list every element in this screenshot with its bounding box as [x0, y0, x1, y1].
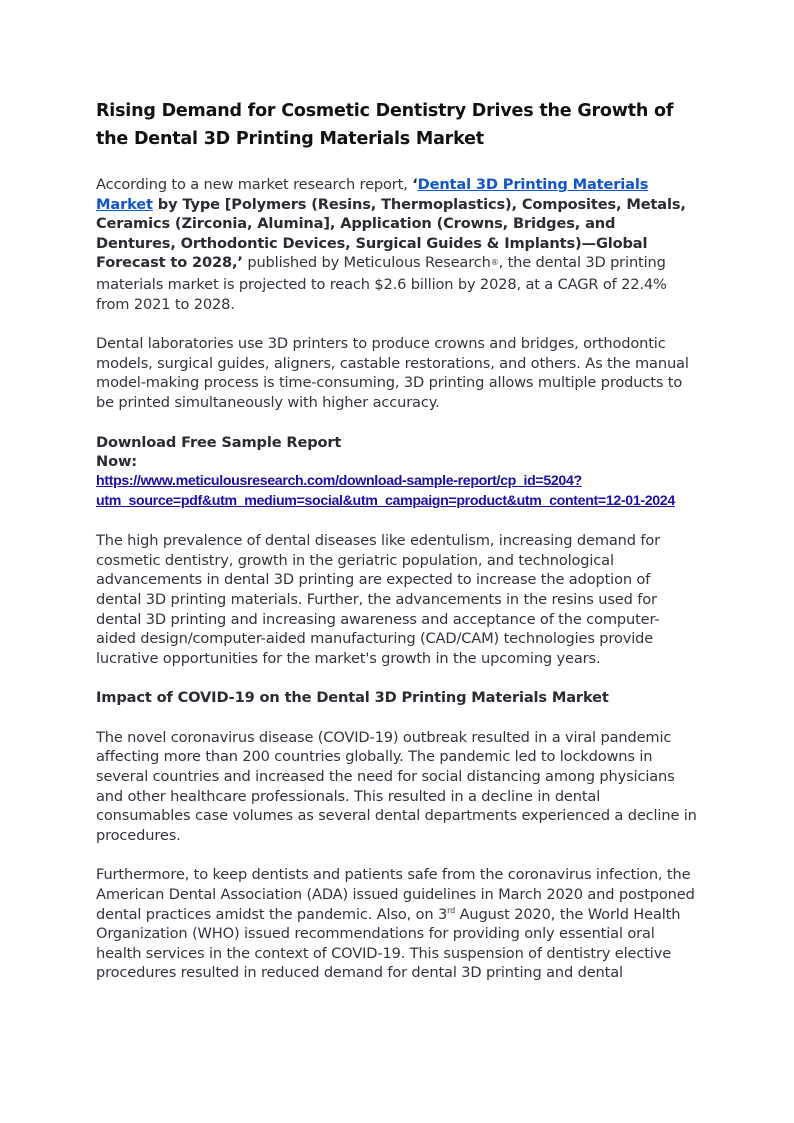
- paragraph-ada-who: [96, 865, 698, 983]
- ordinal-suffix: rd: [447, 905, 456, 915]
- page-title: Rising Demand for Cosmetic Dentistry Drives the Growth of the Dental 3D Printing Materials Market: [96, 101, 674, 149]
- document-page: [96, 97, 698, 1003]
- download-heading: Download Free Sample Report: [96, 433, 342, 451]
- paragraph-covid-impact: The novel coronavirus disease (COVID-19) outbreak resulted in a viral pandemic affecting more than 200 countries globally. The pandemic led to lockdowns in several countries and increased the need for social distancing among physicians and other healthcare professionals. This resulted in a decline in dental consumables case volumes as several dental departments experienced a decline in procedures.: [96, 728, 697, 844]
- quote-open: ‘: [412, 176, 418, 193]
- paragraph-drivers: The high prevalence of dental diseases like edentulism, increasing demand for cosmetic dentistry, growth in the geriatric population, and technological advancements in dental 3D printing are expected to increase the adoption of dental 3D printing materials. Further, the advancements in the resins used for dental 3D printing and increasing awareness and acceptance of the computer-aided design/computer-aided manufacturing (CAD/CAM) technologies provide lucrative opportunities for the market's growth in the upcoming years.: [96, 532, 660, 667]
- download-sample-block: [96, 433, 698, 512]
- report-title-bold: by Type [Polymers (Resins, Thermoplastics), Composites, Metals, Ceramics (Zirconia, Alumina], Application (Crowns, Bridges, and Dentures, Orthodontic Devices, Surgical Guides & Implants)—Global Forecast to 2028,’: [96, 195, 686, 272]
- report-link[interactable]: Dental 3D Printing Materials Market: [96, 176, 649, 213]
- intro-paragraph: [96, 175, 698, 314]
- ada-who-text-end: August 2020, the World Health Organization (WHO) issued recommendations for providing only essential oral health services in the context of COVID-19. This suspension of dentistry elective procedures resulted in reduced demand for dental 3D printing and dental: [96, 905, 681, 982]
- download-now-label: Now:: [96, 453, 137, 471]
- publisher-text: published by Meticulous Research: [242, 254, 491, 272]
- intro-text: According to a new market research report,: [96, 176, 413, 193]
- forecast-text: , the dental 3D printing materials market is projected to reach $2.6 billion by 2028, at a CAGR of 22.4% from 2021 to 2028.: [96, 254, 667, 313]
- registered-mark: ®: [490, 258, 499, 268]
- download-sample-link[interactable]: https://www.meticulousresearch.com/download-sample-report/cp_id=5204?utm_source=pdf&utm_medium=social&utm_campaign=product&utm_content=12-01-2024: [96, 473, 675, 510]
- covid-subheading: Impact of COVID-19 on the Dental 3D Printing Materials Market: [96, 689, 609, 707]
- ada-who-text-start: Furthermore, to keep dentists and patients safe from the coronavirus infection, the American Dental Association (ADA) issued guidelines in March 2020 and postponed dental practices amidst the pandemic. Also, on 3: [96, 866, 695, 923]
- paragraph-labs: Dental laboratories use 3D printers to produce crowns and bridges, orthodontic models, surgical guides, aligners, castable restorations, and others. As the manual model-making process is time-consuming, 3D printing allows multiple products to be printed simultaneously with higher accuracy.: [96, 335, 689, 411]
